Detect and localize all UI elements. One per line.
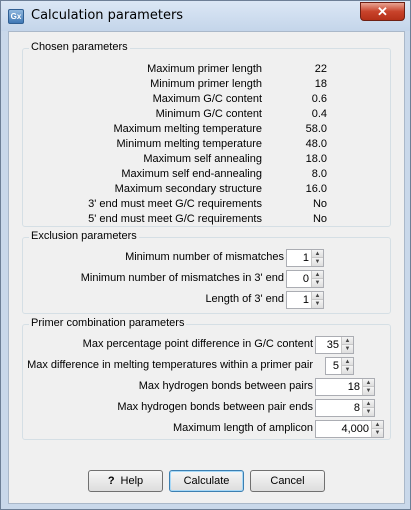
spinner-up-icon[interactable]: ▲ [342, 337, 353, 345]
primer-combination-group [22, 317, 391, 440]
spinner-arrows [311, 271, 323, 287]
tm-difference-value[interactable]: 5 [332, 360, 339, 372]
spinner-down-icon[interactable]: ▼ [312, 258, 323, 266]
spinner-arrows [362, 379, 374, 395]
spinner-up-icon[interactable]: ▲ [312, 292, 323, 300]
spinner-arrows [341, 337, 353, 353]
hbonds-pairs-spinner[interactable] [315, 378, 375, 396]
hbonds-pairs-label: Max hydrogen bonds between pairs [138, 380, 313, 392]
min-mismatches-value[interactable]: 1 [302, 252, 309, 264]
chosen-param-label: 3' end must meet G/C requirements [88, 198, 262, 210]
amplicon-length-spinner[interactable] [315, 420, 384, 438]
dialog-body [8, 31, 405, 504]
length-3end-value[interactable]: 1 [302, 294, 309, 306]
spinner-up-icon[interactable]: ▲ [363, 400, 374, 408]
hbonds-pair-ends-spinner[interactable] [315, 399, 375, 417]
chosen-param-value: No [312, 198, 327, 210]
help-button-label: Help [120, 475, 144, 487]
spinner-up-icon[interactable]: ▲ [363, 379, 374, 387]
spinner-down-icon[interactable]: ▼ [312, 279, 323, 287]
gc-difference-value[interactable]: 35 [326, 339, 339, 351]
gc-difference-label: Max percentage point difference in G/C content [82, 338, 313, 350]
chosen-param-label: Maximum G/C content [152, 93, 262, 105]
spinner-up-icon[interactable]: ▲ [312, 271, 323, 279]
spinner-arrows [311, 250, 323, 266]
spinner-arrows [362, 400, 374, 416]
min-mismatches-label: Minimum number of mismatches [125, 251, 284, 263]
chosen-param-value: 22 [314, 63, 327, 75]
spinner-down-icon[interactable]: ▼ [363, 387, 374, 395]
chosen-param-label: Minimum G/C content [155, 108, 262, 120]
app-icon: Gx [8, 9, 24, 24]
spinner-down-icon[interactable]: ▼ [312, 300, 323, 308]
tm-difference-label: Max difference in melting temperatures within a primer pair [27, 359, 313, 371]
chosen-param-label: Maximum primer length [147, 63, 262, 75]
chosen-param-value: 58.0 [305, 123, 327, 135]
length-3end-label: Length of 3' end [205, 293, 284, 305]
spinner-down-icon[interactable]: ▼ [342, 345, 353, 353]
calculate-button[interactable]: Calculate [169, 470, 244, 492]
chosen-param-label: Minimum melting temperature [116, 138, 262, 150]
chosen-param-value: No [312, 213, 327, 225]
min-mismatches-3end-label: Minimum number of mismatches in 3' end [80, 272, 284, 284]
chosen-param-value: 8.0 [311, 168, 327, 180]
hbonds-pair-ends-label: Max hydrogen bonds between pair ends [117, 401, 313, 413]
cancel-button[interactable]: Cancel [250, 470, 325, 492]
chosen-param-label: Maximum self end-annealing [121, 168, 262, 180]
spinner-up-icon[interactable]: ▲ [312, 250, 323, 258]
spinner-arrows [311, 292, 323, 308]
chosen-param-label: Maximum melting temperature [113, 123, 262, 135]
help-button[interactable] [88, 470, 163, 492]
chosen-param-value: 16.0 [305, 183, 327, 195]
spinner-arrows [371, 421, 383, 437]
min-mismatches-spinner[interactable] [286, 249, 324, 267]
exclusion-parameters-group [22, 230, 391, 314]
chosen-param-value: 18.0 [305, 153, 327, 165]
amplicon-length-label: Maximum length of amplicon [172, 422, 313, 434]
tm-difference-spinner[interactable] [325, 357, 354, 375]
spinner-up-icon[interactable]: ▲ [372, 421, 383, 429]
min-mismatches-3end-spinner[interactable] [286, 270, 324, 288]
chosen-param-label: Maximum self annealing [143, 153, 262, 165]
hbonds-pairs-value[interactable]: 18 [347, 381, 360, 393]
primer-combination-title: Primer combination parameters [31, 317, 185, 329]
window-title: Calculation parameters [31, 8, 184, 23]
title-bar[interactable] [1, 1, 410, 31]
spinner-down-icon[interactable]: ▼ [342, 366, 353, 374]
chosen-param-value: 0.4 [311, 108, 327, 120]
gc-difference-spinner[interactable] [315, 336, 354, 354]
spinner-arrows [341, 358, 353, 374]
help-icon: ? [107, 475, 115, 487]
close-button[interactable]: ✕ [360, 2, 405, 21]
hbonds-pair-ends-value[interactable]: 8 [353, 402, 360, 414]
chosen-param-label: Minimum primer length [150, 78, 262, 90]
spinner-down-icon[interactable]: ▼ [372, 429, 383, 437]
amplicon-length-value[interactable]: 4,000 [341, 423, 369, 435]
spinner-up-icon[interactable]: ▲ [342, 358, 353, 366]
chosen-parameters-group [22, 41, 391, 227]
chosen-param-value: 18 [314, 78, 327, 90]
chosen-param-value: 48.0 [305, 138, 327, 150]
chosen-param-value: 0.6 [311, 93, 327, 105]
chosen-param-label: 5' end must meet G/C requirements [88, 213, 262, 225]
chosen-param-label: Maximum secondary structure [114, 183, 262, 195]
exclusion-parameters-title: Exclusion parameters [31, 230, 137, 242]
chosen-parameters-title: Chosen parameters [31, 41, 128, 53]
min-mismatches-3end-value[interactable]: 0 [302, 273, 309, 285]
spinner-down-icon[interactable]: ▼ [363, 408, 374, 416]
length-3end-spinner[interactable] [286, 291, 324, 309]
